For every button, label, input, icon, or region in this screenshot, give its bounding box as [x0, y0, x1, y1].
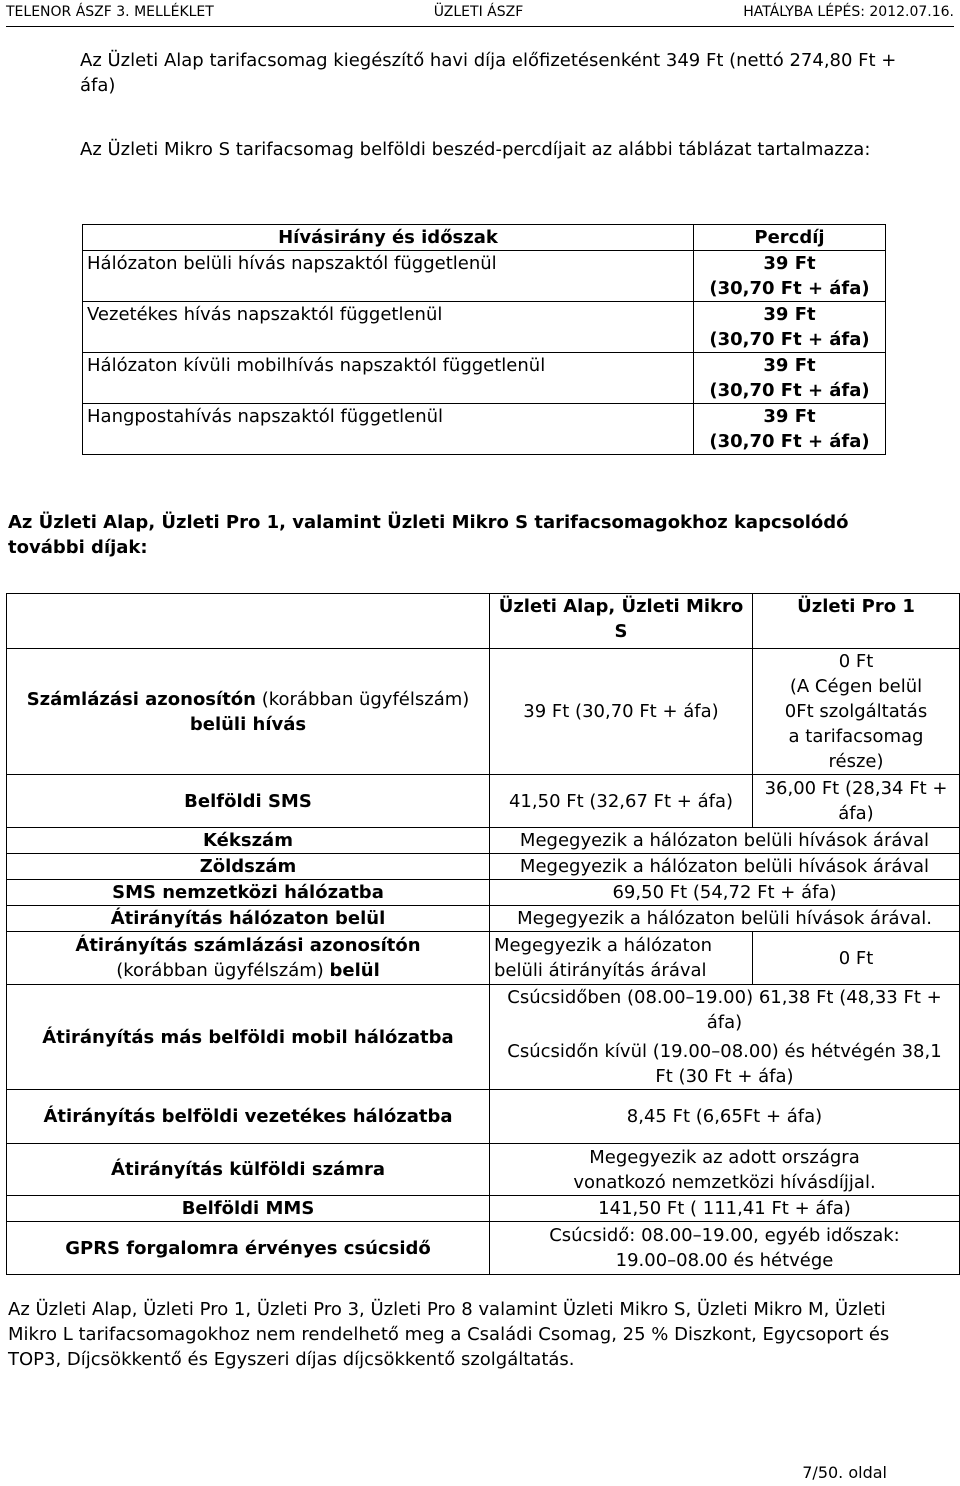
table-row — [83, 302, 886, 353]
table-row — [7, 854, 960, 880]
header-left: TELENOR ÁSZF 3. MELLÉKLET — [6, 4, 214, 20]
table-row — [7, 906, 960, 932]
cell-line: Csúcsidőn kívül (19.00–08.00) és hétvégén 38,1 Ft (30 Ft + áfa) — [507, 1041, 942, 1087]
table-row — [7, 880, 960, 906]
row-label: Hálózaton belüli hívás napszaktól függetlenül — [83, 251, 694, 302]
row-price — [694, 251, 886, 302]
table-row — [7, 649, 960, 775]
cell-value: Megegyezik a hálózaton belüli hívások árával. — [490, 906, 960, 932]
column-header-direction: Hívásirány és időszak — [83, 225, 694, 251]
row-label: GPRS forgalomra érvényes csúcsidő — [7, 1222, 490, 1275]
label-part-bold: belül — [329, 960, 380, 981]
footer-note: Az Üzleti Alap, Üzleti Pro 1, Üzleti Pro 3, Üzleti Pro 8 valamint Üzleti Mikro S, Üzleti Mikro M, Üzleti Mikro L tarifacsomagokhoz nem rendelhető meg a Családi Csomag, 25 % Diszkont, Egycsoport és TOP3, Díjcsökkentő és Egyszeri díjas díjcsökkentő szolgáltatás. — [8, 1299, 890, 1370]
cell-value: 8,45 Ft (6,65Ft + áfa) — [490, 1090, 960, 1144]
price-net: (30,70 Ft + áfa) — [709, 329, 870, 350]
price-gross: 39 Ft — [763, 253, 816, 274]
price-net: (30,70 Ft + áfa) — [709, 431, 870, 452]
column-header-price: Percdíj — [694, 225, 886, 251]
row-price — [694, 302, 886, 353]
row-label: Átirányítás más belföldi mobil hálózatba — [7, 985, 490, 1090]
row-label: Átirányítás belföldi vezetékes hálózatba — [7, 1090, 490, 1144]
row-label: Hangpostahívás napszaktól függetlenül — [83, 404, 694, 455]
table-row — [83, 251, 886, 302]
additional-fees-table — [6, 593, 960, 1275]
row-label — [7, 649, 490, 775]
row-label: Hálózaton kívüli mobilhívás napszaktól függetlenül — [83, 353, 694, 404]
cell-value: Megegyezik a hálózaton belüli átirányítás árával — [490, 932, 753, 985]
price-net: (30,70 Ft + áfa) — [709, 278, 870, 299]
mikro-s-rate-table — [82, 224, 886, 455]
cell-line: 0 Ft — [838, 651, 874, 672]
price-gross: 39 Ft — [763, 406, 816, 427]
section-title: Az Üzleti Alap, Üzleti Pro 1, valamint Üzleti Mikro S tarifacsomagokhoz kapcsolódó további díjak: — [8, 512, 849, 558]
price-gross: 39 Ft — [763, 355, 816, 376]
cell-value: 41,50 Ft (32,67 Ft + áfa) — [490, 775, 753, 828]
column-header-pro1: Üzleti Pro 1 — [753, 594, 960, 649]
row-label: Belföldi MMS — [7, 1196, 490, 1222]
column-header-alap-mikro: Üzleti Alap, Üzleti Mikro S — [490, 594, 753, 649]
row-label: Átirányítás hálózaton belül — [7, 906, 490, 932]
cell-line: (A Cégen belül 0Ft szolgáltatás a tarifacsomag része) — [784, 676, 928, 772]
row-price — [694, 353, 886, 404]
table-row — [7, 1090, 960, 1144]
table-row — [7, 775, 960, 828]
empty-header-cell — [7, 594, 490, 649]
label-part-bold: belüli hívás — [189, 713, 307, 735]
table-row — [83, 353, 886, 404]
table-header-row — [7, 594, 960, 649]
row-label: Vezetékes hívás napszaktól függetlenül — [83, 302, 694, 353]
row-label: Zöldszám — [7, 854, 490, 880]
row-label: Belföldi SMS — [7, 775, 490, 828]
cell-value: 39 Ft (30,70 Ft + áfa) — [490, 649, 753, 775]
label-part-bold: Számlázási azonosítón — [26, 688, 256, 710]
table-row — [7, 932, 960, 985]
cell-value: Megegyezik a hálózaton belüli hívások árával — [490, 854, 960, 880]
page-header — [6, 4, 954, 27]
cell-value: Megegyezik az adott országra vonatkozó nemzetközi hívásdíjjal. — [490, 1144, 960, 1196]
table-row — [7, 1222, 960, 1275]
row-label — [7, 932, 490, 985]
price-net: (30,70 Ft + áfa) — [709, 380, 870, 401]
price-gross: 39 Ft — [763, 304, 816, 325]
table-row — [83, 404, 886, 455]
table-row — [7, 1196, 960, 1222]
label-part: (korábban ügyfélszám) — [255, 688, 470, 710]
cell-line: Csúcsidőben (08.00–19.00) 61,38 Ft (48,33 Ft + áfa) — [507, 987, 942, 1033]
header-center: ÜZLETI ÁSZF — [433, 4, 524, 20]
cell-value: 69,50 Ft (54,72 Ft + áfa) — [490, 880, 960, 906]
table-row — [7, 1144, 960, 1196]
row-price — [694, 404, 886, 455]
row-label: SMS nemzetközi hálózatba — [7, 880, 490, 906]
table-header-row — [83, 225, 886, 251]
intro-paragraph-1: Az Üzleti Alap tarifacsomag kiegészítő havi díja előfizetésenként 349 Ft (nettó 274,80 Ft + áfa) — [80, 50, 897, 96]
cell-value — [490, 985, 960, 1090]
label-line-bold: Átirányítás számlázási azonosítón — [75, 935, 421, 956]
row-label: Átirányítás külföldi számra — [7, 1144, 490, 1196]
page-number: 7/50. oldal — [802, 1463, 887, 1482]
cell-value: 0 Ft — [753, 932, 960, 985]
table-row — [7, 828, 960, 854]
cell-value: 141,50 Ft ( 111,41 Ft + áfa) — [490, 1196, 960, 1222]
cell-value: Csúcsidő: 08.00–19.00, egyéb időszak: 19.00–08.00 és hétvége — [490, 1222, 960, 1275]
intro-paragraph-2: Az Üzleti Mikro S tarifacsomag belföldi beszéd-percdíjait az alábbi táblázat tartalmazza: — [80, 139, 871, 160]
row-label: Kékszám — [7, 828, 490, 854]
cell-value: Megegyezik a hálózaton belüli hívások árával — [490, 828, 960, 854]
cell-value — [753, 649, 960, 775]
label-part: (korábban ügyfélszám) — [116, 960, 330, 981]
cell-value: 36,00 Ft (28,34 Ft + áfa) — [753, 775, 960, 828]
header-right: HATÁLYBA LÉPÉS: 2012.07.16. — [743, 4, 954, 20]
table-row — [7, 985, 960, 1090]
